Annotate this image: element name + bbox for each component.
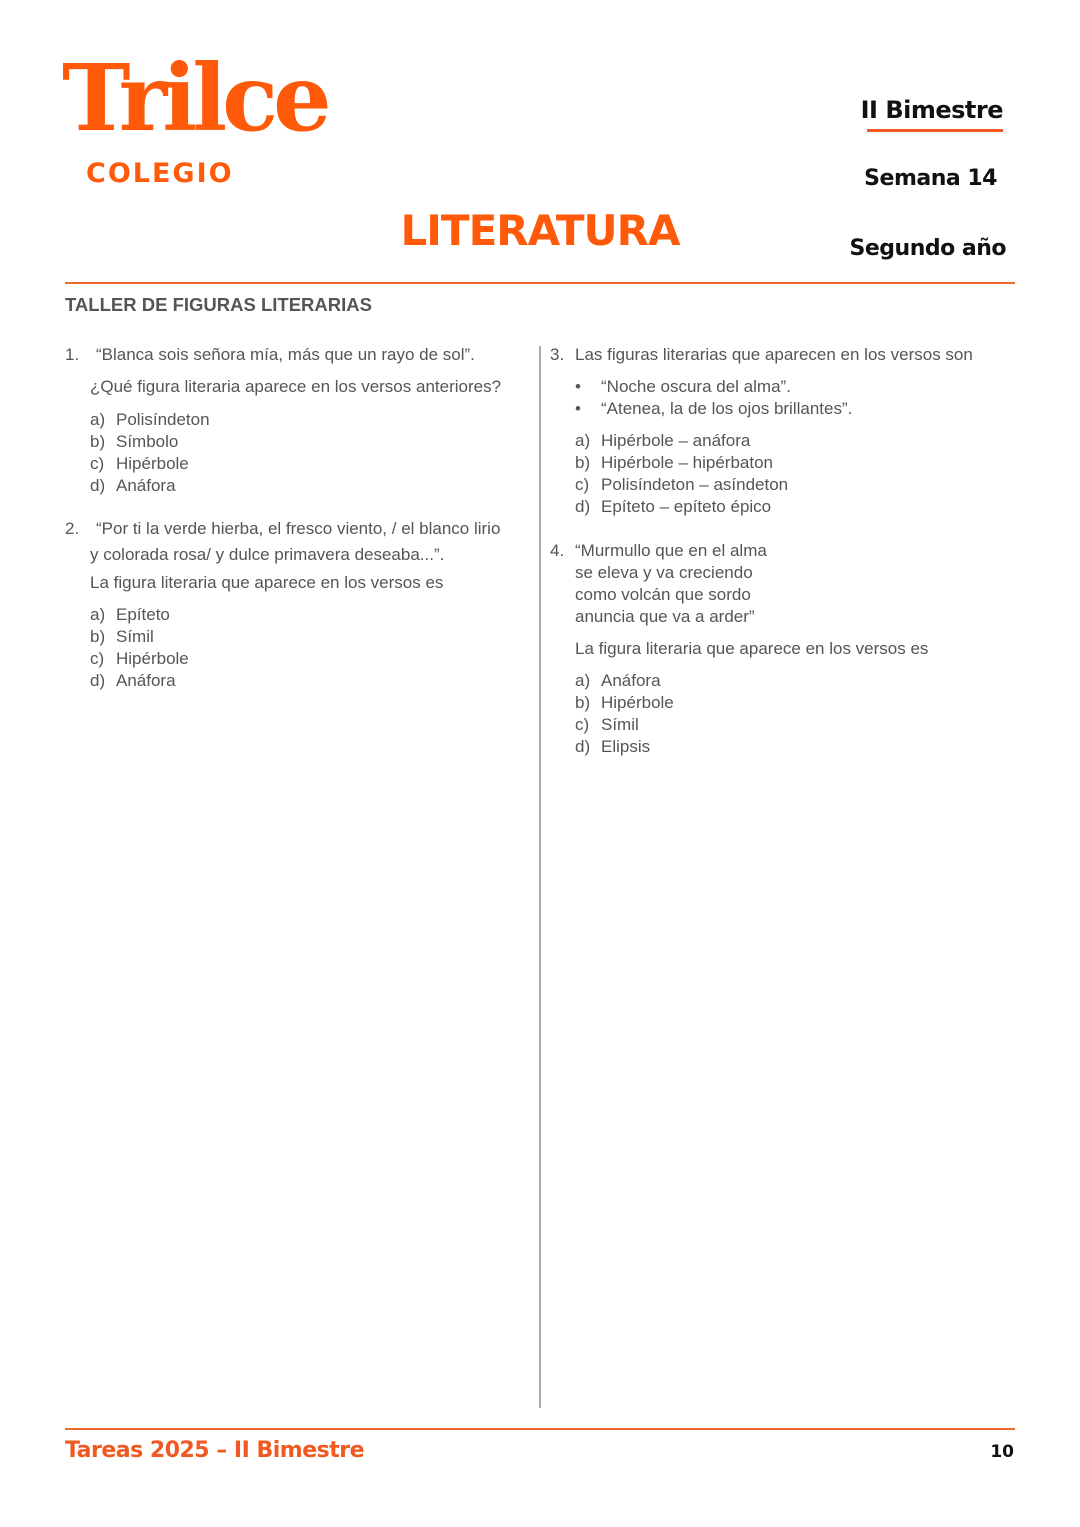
option-c: c) Hipérbole [90, 454, 189, 473]
option-a: a) Epíteto [90, 605, 170, 624]
option-b: b) Hipérbole [575, 693, 674, 712]
question-text: y colorada rosa/ y dulce primavera deseaba...”. [90, 545, 445, 564]
column-divider [539, 346, 541, 1408]
logo-subtitle: COLEGIO [86, 158, 234, 189]
year-label: Segundo año [849, 236, 1006, 261]
trilce-logo: Trilce [62, 44, 327, 152]
option-b: b) Símil [90, 627, 154, 646]
option-d: d) Anáfora [90, 671, 176, 690]
option-c: c) Polisíndeton – asíndeton [575, 475, 789, 494]
option-b: b) Hipérbole – hipérbaton [575, 453, 774, 472]
question-prompt: La figura literaria que aparece en los versos es [575, 639, 929, 658]
section-title: TALLER DE FIGURAS LITERARIAS [65, 294, 372, 315]
question-number: 3. [550, 345, 565, 364]
footer-title: Tareas 2025 – II Bimestre [65, 1438, 365, 1463]
verse-bullet: • “Noche oscura del alma”. [575, 377, 791, 396]
subject-title: LITERATURA [400, 206, 680, 255]
verse-line: se eleva y va creciendo [575, 563, 753, 582]
option-d: d) Anáfora [90, 476, 176, 495]
option-c: c) Símil [575, 715, 639, 734]
bimester-underline [867, 129, 1003, 132]
question-prompt: La figura literaria que aparece en los versos es [90, 573, 444, 592]
question-text: “Por ti la verde hierba, el fresco viento, / el blanco lirio [96, 519, 501, 538]
option-d: d) Elipsis [575, 737, 651, 756]
page-number: 10 [990, 1442, 1014, 1462]
option-d: d) Epíteto – epíteto épico [575, 497, 772, 516]
header-rule [65, 282, 1015, 284]
verse-line: como volcán que sordo [575, 585, 751, 604]
question-text: Las figuras literarias que aparecen en los versos son [575, 345, 973, 364]
question-prompt: ¿Qué figura literaria aparece en los versos anteriores? [90, 377, 502, 396]
question-number: 4. [550, 541, 565, 560]
left-column [65, 344, 530, 704]
right-column [550, 344, 1015, 764]
week-label: Semana 14 [864, 166, 997, 191]
question-number: 2. [65, 519, 80, 538]
verse-line: anuncia que va a arder” [575, 607, 755, 626]
option-c: c) Hipérbole [90, 649, 189, 668]
verse-bullet: • “Atenea, la de los ojos brillantes”. [575, 399, 853, 418]
option-b: b) Símbolo [90, 432, 179, 451]
option-a: a) Anáfora [575, 671, 661, 690]
footer-rule [65, 1428, 1015, 1430]
option-a: a) Polisíndeton [90, 410, 210, 429]
question-text: “Blanca sois señora mía, más que un rayo de sol”. [96, 345, 475, 364]
verse-line: “Murmullo que en el alma [575, 541, 767, 560]
question-number: 1. [65, 345, 80, 364]
bullet-icon: • [575, 399, 581, 418]
option-a: a) Hipérbole – anáfora [575, 431, 751, 450]
bimester-label: II Bimestre [860, 96, 1003, 124]
bullet-icon: • [575, 377, 581, 396]
